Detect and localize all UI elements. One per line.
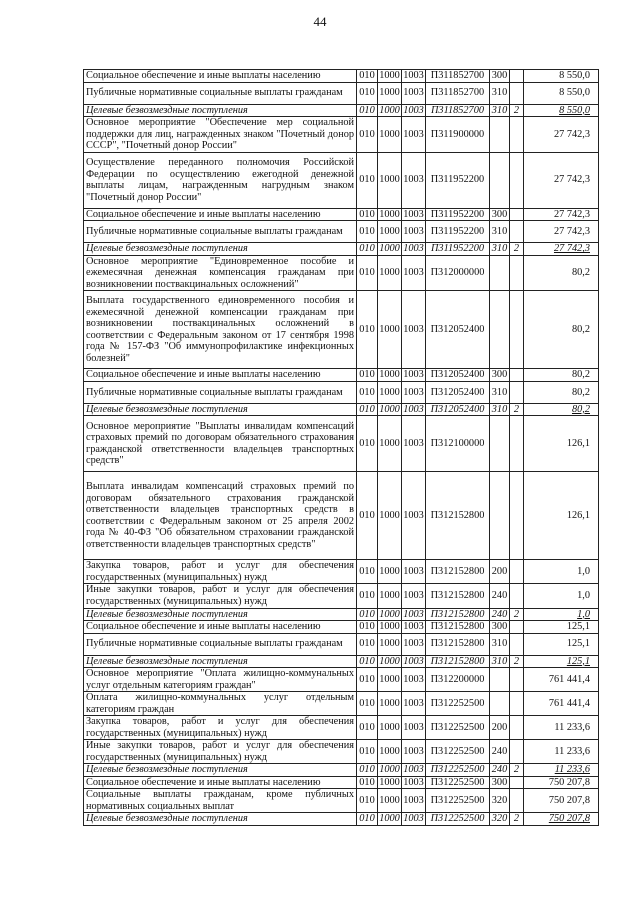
row-target-article-code: П312052400	[426, 291, 490, 369]
row-expense-type-code	[490, 668, 510, 692]
row-expense-type-code: 300	[490, 369, 510, 382]
row-expense-type-code: 320	[490, 789, 510, 813]
row-source-code: 2	[510, 608, 524, 621]
row-grbs-code: 010	[357, 584, 378, 608]
row-amount: 1,0	[524, 560, 599, 584]
row-subsection-code: 1003	[402, 692, 426, 716]
row-name: Целевые безвозмездные поступления	[84, 403, 357, 416]
row-source-code	[510, 633, 524, 655]
table-row	[84, 560, 599, 584]
row-source-code	[510, 472, 524, 560]
row-subsection-code: 1003	[403, 208, 424, 220]
table-row-targeted-receipts	[84, 655, 599, 668]
row-name: Целевые безвозмездные поступления	[84, 813, 357, 826]
row-source-code: 2	[510, 104, 524, 117]
row-expense-type-code: 240	[490, 584, 510, 608]
table-row	[84, 740, 599, 764]
row-amount: 125,1	[524, 633, 599, 655]
budget-table	[83, 69, 599, 826]
row-subsection-code: 1003	[402, 668, 426, 692]
row-name: Социальное обеспечение и иные выплаты населению	[84, 369, 357, 382]
row-amount: 1,0	[524, 608, 599, 621]
row-grbs-code: 010	[357, 813, 378, 826]
row-expense-type-code: 300	[490, 776, 510, 789]
row-source-code	[510, 255, 524, 291]
row-subsection-code: 1003	[403, 369, 424, 381]
row-source-code: 2	[510, 764, 524, 777]
row-target-article-code: П312252500	[426, 764, 490, 777]
row-target-article-code: П311952200	[426, 221, 490, 243]
row-name: Публичные нормативные социальные выплаты гражданам	[84, 633, 357, 655]
row-grbs-code: 010	[357, 381, 378, 403]
row-target-article-code: П312152800	[426, 608, 490, 621]
row-section-code: 1000	[379, 70, 400, 81]
row-amount: 11 233,6	[524, 764, 599, 777]
row-subsection-code: 1003	[403, 70, 424, 81]
row-name: Социальные выплаты гражданам, кроме публичных нормативных социальных выплат	[84, 789, 357, 813]
row-source-code	[510, 776, 524, 789]
row-expense-type-code	[490, 117, 510, 153]
row-subsection-code: 1003	[402, 416, 426, 472]
row-source-code	[510, 381, 524, 403]
table-row	[84, 70, 599, 83]
row-source-code: 2	[510, 243, 524, 256]
row-grbs-code: 010	[357, 668, 378, 692]
row-grbs-code: 010	[357, 291, 378, 369]
row-target-article-code: П312200000	[426, 668, 490, 692]
row-source-code	[510, 152, 524, 208]
row-section-code: 1000	[378, 740, 402, 764]
row-section-code: 1000	[378, 381, 402, 403]
row-section-code: 1000	[379, 621, 400, 633]
row-grbs-code: 010	[357, 716, 378, 740]
table-row	[84, 208, 599, 221]
row-subsection-code: 1003	[403, 243, 424, 255]
row-target-article-code: П312152800	[426, 560, 490, 584]
row-target-article-code: П312252500	[426, 776, 490, 789]
row-expense-type-code: 200	[490, 716, 510, 740]
row-target-article-code: П312252500	[426, 692, 490, 716]
row-amount: 80,2	[524, 369, 599, 382]
row-name: Закупка товаров, работ и услуг для обеспечения государственных (муниципальных) нужд	[84, 560, 357, 584]
row-section-code: 1000	[378, 82, 402, 104]
row-amount: 80,2	[524, 403, 599, 416]
row-section-code: 1000	[378, 291, 402, 369]
row-grbs-code: 010	[357, 416, 378, 472]
row-amount: 27 742,3	[524, 243, 599, 256]
row-source-code	[510, 369, 524, 382]
row-expense-type-code: 300	[490, 621, 510, 634]
row-subsection-code: 1003	[402, 716, 426, 740]
row-target-article-code: П312252500	[426, 789, 490, 813]
row-amount: 761 441,4	[524, 692, 599, 716]
row-source-code	[510, 692, 524, 716]
row-source-code	[510, 668, 524, 692]
row-name: Публичные нормативные социальные выплаты гражданам	[84, 82, 357, 104]
row-name: Оплата жилищно-коммунальных услуг отдельным категориям граждан	[84, 692, 357, 716]
row-grbs-code: 010	[357, 776, 378, 789]
table-row-targeted-receipts	[84, 104, 599, 117]
row-subsection-code: 1003	[402, 789, 426, 813]
row-name: Целевые безвозмездные поступления	[84, 104, 357, 117]
row-target-article-code: П311952200	[426, 152, 490, 208]
row-name: Социальное обеспечение и иные выплаты населению	[84, 208, 357, 221]
row-grbs-code: 010	[357, 472, 378, 560]
row-expense-type-code: 200	[490, 560, 510, 584]
page-number: 44	[313, 14, 327, 29]
row-grbs-code: 010	[357, 369, 378, 382]
row-amount: 11 233,6	[524, 740, 599, 764]
row-grbs-code: 010	[357, 82, 378, 104]
table-row	[84, 82, 599, 104]
row-section-code: 1000	[379, 764, 400, 776]
row-expense-type-code	[490, 255, 510, 291]
row-target-article-code: П312152800	[426, 621, 490, 634]
table-row	[84, 117, 599, 153]
row-section-code: 1000	[378, 668, 402, 692]
row-subsection-code: 1003	[403, 813, 424, 825]
table-row-targeted-receipts	[84, 813, 599, 826]
row-source-code	[510, 560, 524, 584]
row-subsection-code: 1003	[402, 472, 426, 560]
row-name: Выплата инвалидам компенсаций страховых премий по договорам обязательного страхования гражданской ответственности владельцев транспортных средств в соответствии с Федеральным законом от 25 апреля 2002 года № 40-ФЗ "Об обязательном страховании гражданской ответственности владельцев транспортных средств"	[84, 472, 357, 560]
row-source-code: 2	[510, 403, 524, 416]
row-subsection-code: 1003	[402, 560, 426, 584]
row-amount: 750 207,8	[524, 776, 599, 789]
row-source-code	[510, 416, 524, 472]
row-section-code: 1000	[379, 403, 400, 415]
row-expense-type-code: 310	[490, 633, 510, 655]
row-grbs-code: 010	[357, 255, 378, 291]
row-section-code: 1000	[379, 608, 400, 620]
row-section-code: 1000	[379, 369, 400, 381]
row-section-code: 1000	[378, 584, 402, 608]
table-row	[84, 369, 599, 382]
row-target-article-code: П312052400	[426, 381, 490, 403]
table-row	[84, 584, 599, 608]
row-target-article-code: П312152800	[426, 655, 490, 668]
table-row-targeted-receipts	[84, 764, 599, 777]
row-grbs-code: 010	[357, 655, 378, 668]
row-source-code	[510, 740, 524, 764]
row-amount: 125,1	[524, 621, 599, 634]
row-target-article-code: П311852700	[426, 104, 490, 117]
table-row-targeted-receipts	[84, 608, 599, 621]
row-grbs-code: 010	[357, 208, 378, 221]
row-name: Закупка товаров, работ и услуг для обеспечения государственных (муниципальных) нужд	[84, 716, 357, 740]
row-source-code	[510, 70, 524, 83]
row-section-code: 1000	[379, 813, 400, 825]
row-source-code	[510, 82, 524, 104]
row-name: Выплата государственного единовременного пособия и ежемесячной денежной компенсации гражданам при возникновении поствакцинальных осложнений в соответствии с Федеральным законом от 17 сентября 1998 года № 157-ФЗ "Об иммунопрофилактике инфекционных болезней"	[84, 291, 357, 369]
table-row	[84, 416, 599, 472]
row-grbs-code: 010	[357, 152, 378, 208]
row-grbs-code: 010	[357, 789, 378, 813]
row-section-code: 1000	[379, 655, 400, 667]
row-subsection-code: 1003	[402, 584, 426, 608]
row-grbs-code: 010	[357, 621, 378, 634]
row-subsection-code: 1003	[403, 608, 424, 620]
row-target-article-code: П312052400	[426, 403, 490, 416]
row-grbs-code: 010	[357, 243, 378, 256]
row-grbs-code: 010	[357, 633, 378, 655]
row-expense-type-code: 310	[490, 403, 510, 416]
row-expense-type-code: 240	[490, 764, 510, 777]
row-name: Основное мероприятие "Оплата жилищно-коммунальных услуг отдельным категориям граждан"	[84, 668, 357, 692]
row-grbs-code: 010	[357, 692, 378, 716]
row-expense-type-code	[490, 291, 510, 369]
row-target-article-code: П312100000	[426, 416, 490, 472]
row-subsection-code: 1003	[402, 740, 426, 764]
row-section-code: 1000	[378, 255, 402, 291]
row-name: Основное мероприятие "Единовременное пособие и ежемесячная денежная компенсация гражданам при возникновении поствакцинальных осложнений"	[84, 255, 357, 291]
row-target-article-code: П311900000	[426, 117, 490, 153]
row-expense-type-code: 310	[490, 243, 510, 256]
row-name: Публичные нормативные социальные выплаты гражданам	[84, 221, 357, 243]
row-name: Социальное обеспечение и иные выплаты населению	[84, 621, 357, 634]
row-name: Иные закупки товаров, работ и услуг для обеспечения государственных (муниципальных) нужд	[84, 584, 357, 608]
table-row	[84, 633, 599, 655]
row-expense-type-code	[490, 692, 510, 716]
row-section-code: 1000	[378, 416, 402, 472]
row-grbs-code: 010	[357, 104, 378, 117]
row-amount: 80,2	[524, 255, 599, 291]
row-expense-type-code: 300	[490, 70, 510, 83]
row-subsection-code: 1003	[402, 255, 426, 291]
row-grbs-code: 010	[357, 608, 378, 621]
row-source-code	[510, 291, 524, 369]
table-row	[84, 381, 599, 403]
row-target-article-code: П312152800	[426, 633, 490, 655]
row-amount: 80,2	[524, 381, 599, 403]
row-section-code: 1000	[378, 152, 402, 208]
row-target-article-code: П312252500	[426, 740, 490, 764]
row-name: Социальное обеспечение и иные выплаты населению	[84, 776, 357, 789]
row-expense-type-code: 310	[490, 104, 510, 117]
row-expense-type-code	[490, 416, 510, 472]
row-target-article-code: П311952200	[426, 243, 490, 256]
row-target-article-code: П312252500	[426, 716, 490, 740]
row-target-article-code: П312252500	[426, 813, 490, 826]
table-row	[84, 716, 599, 740]
row-amount: 1,0	[524, 584, 599, 608]
row-section-code: 1000	[378, 221, 402, 243]
row-section-code: 1000	[379, 243, 400, 255]
row-target-article-code: П311952200	[426, 208, 490, 221]
row-amount: 8 550,0	[524, 104, 599, 117]
row-expense-type-code: 320	[490, 813, 510, 826]
row-name: Целевые безвозмездные поступления	[84, 608, 357, 621]
row-amount: 27 742,3	[524, 117, 599, 153]
row-target-article-code: П312000000	[426, 255, 490, 291]
row-amount: 126,1	[524, 472, 599, 560]
row-subsection-code: 1003	[402, 221, 426, 243]
row-subsection-code: 1003	[402, 381, 426, 403]
row-amount: 8 550,0	[524, 70, 599, 83]
row-name: Целевые безвозмездные поступления	[84, 655, 357, 668]
row-source-code	[510, 221, 524, 243]
row-amount: 11 233,6	[524, 716, 599, 740]
row-expense-type-code: 240	[490, 608, 510, 621]
row-section-code: 1000	[379, 776, 400, 788]
row-expense-type-code: 240	[490, 740, 510, 764]
row-expense-type-code	[490, 472, 510, 560]
row-section-code: 1000	[378, 633, 402, 655]
row-target-article-code: П312152800	[426, 472, 490, 560]
row-grbs-code: 010	[357, 403, 378, 416]
row-subsection-code: 1003	[403, 621, 424, 633]
row-grbs-code: 010	[357, 117, 378, 153]
row-amount: 750 207,8	[524, 813, 599, 826]
table-row	[84, 291, 599, 369]
row-amount: 750 207,8	[524, 789, 599, 813]
row-name: Целевые безвозмездные поступления	[84, 243, 357, 256]
row-section-code: 1000	[378, 789, 402, 813]
table-row	[84, 692, 599, 716]
table-row	[84, 776, 599, 789]
row-name: Иные закупки товаров, работ и услуг для обеспечения государственных (муниципальных) нужд	[84, 740, 357, 764]
table-row	[84, 789, 599, 813]
table-row	[84, 255, 599, 291]
row-target-article-code: П312152800	[426, 584, 490, 608]
row-amount: 761 441,4	[524, 668, 599, 692]
row-section-code: 1000	[378, 716, 402, 740]
table-row	[84, 221, 599, 243]
row-expense-type-code: 300	[490, 208, 510, 221]
row-name: Основное мероприятие "Выплаты инвалидам компенсаций страховых премий по договорам обязательного страхования гражданской ответственности владельцев транспортных средств"	[84, 416, 357, 472]
row-name: Целевые безвозмездные поступления	[84, 764, 357, 777]
row-subsection-code: 1003	[403, 764, 424, 776]
row-amount: 27 742,3	[524, 221, 599, 243]
row-source-code	[510, 621, 524, 634]
row-source-code: 2	[510, 813, 524, 826]
row-amount: 125,1	[524, 655, 599, 668]
row-grbs-code: 010	[357, 740, 378, 764]
table-body	[84, 70, 599, 826]
row-subsection-code: 1003	[403, 776, 424, 788]
row-expense-type-code: 310	[490, 381, 510, 403]
table-row	[84, 668, 599, 692]
row-grbs-code: 010	[357, 70, 378, 83]
row-grbs-code: 010	[357, 560, 378, 584]
row-amount: 80,2	[524, 291, 599, 369]
row-amount: 8 550,0	[524, 82, 599, 104]
row-section-code: 1000	[378, 472, 402, 560]
row-target-article-code: П311852700	[426, 70, 490, 83]
row-subsection-code: 1003	[403, 655, 424, 667]
row-section-code: 1000	[379, 104, 400, 116]
row-source-code	[510, 789, 524, 813]
table-row	[84, 621, 599, 634]
row-section-code: 1000	[379, 208, 400, 220]
row-subsection-code: 1003	[402, 82, 426, 104]
row-name: Публичные нормативные социальные выплаты гражданам	[84, 381, 357, 403]
table-row	[84, 152, 599, 208]
row-expense-type-code	[490, 152, 510, 208]
table-row-targeted-receipts	[84, 403, 599, 416]
table-row	[84, 472, 599, 560]
row-subsection-code: 1003	[402, 152, 426, 208]
row-name: Осуществление переданного полномочия Российской Федерации по осуществлению ежегодной денежной выплаты лицам, награжденным нагрудным знаком "Почетный донор России"	[84, 152, 357, 208]
row-name: Основное мероприятие "Обеспечение мер социальной поддержки для лиц, награжденных знаком "Почетный донор СССР", "Почетный донор России"	[84, 117, 357, 153]
row-amount: 27 742,3	[524, 152, 599, 208]
row-section-code: 1000	[378, 560, 402, 584]
row-target-article-code: П312052400	[426, 369, 490, 382]
row-source-code	[510, 117, 524, 153]
row-expense-type-code: 310	[490, 82, 510, 104]
row-subsection-code: 1003	[402, 291, 426, 369]
row-subsection-code: 1003	[402, 633, 426, 655]
row-expense-type-code: 310	[490, 655, 510, 668]
row-source-code	[510, 716, 524, 740]
row-grbs-code: 010	[357, 221, 378, 243]
row-subsection-code: 1003	[402, 117, 426, 153]
row-target-article-code: П311852700	[426, 82, 490, 104]
row-source-code: 2	[510, 655, 524, 668]
row-source-code	[510, 584, 524, 608]
row-amount: 27 742,3	[524, 208, 599, 221]
row-subsection-code: 1003	[403, 104, 424, 116]
row-expense-type-code: 310	[490, 221, 510, 243]
row-subsection-code: 1003	[403, 403, 424, 415]
row-amount: 126,1	[524, 416, 599, 472]
table-row-targeted-receipts	[84, 243, 599, 256]
row-name: Социальное обеспечение и иные выплаты населению	[84, 70, 357, 83]
row-section-code: 1000	[378, 692, 402, 716]
row-section-code: 1000	[378, 117, 402, 153]
row-source-code	[510, 208, 524, 221]
row-grbs-code: 010	[357, 764, 378, 777]
